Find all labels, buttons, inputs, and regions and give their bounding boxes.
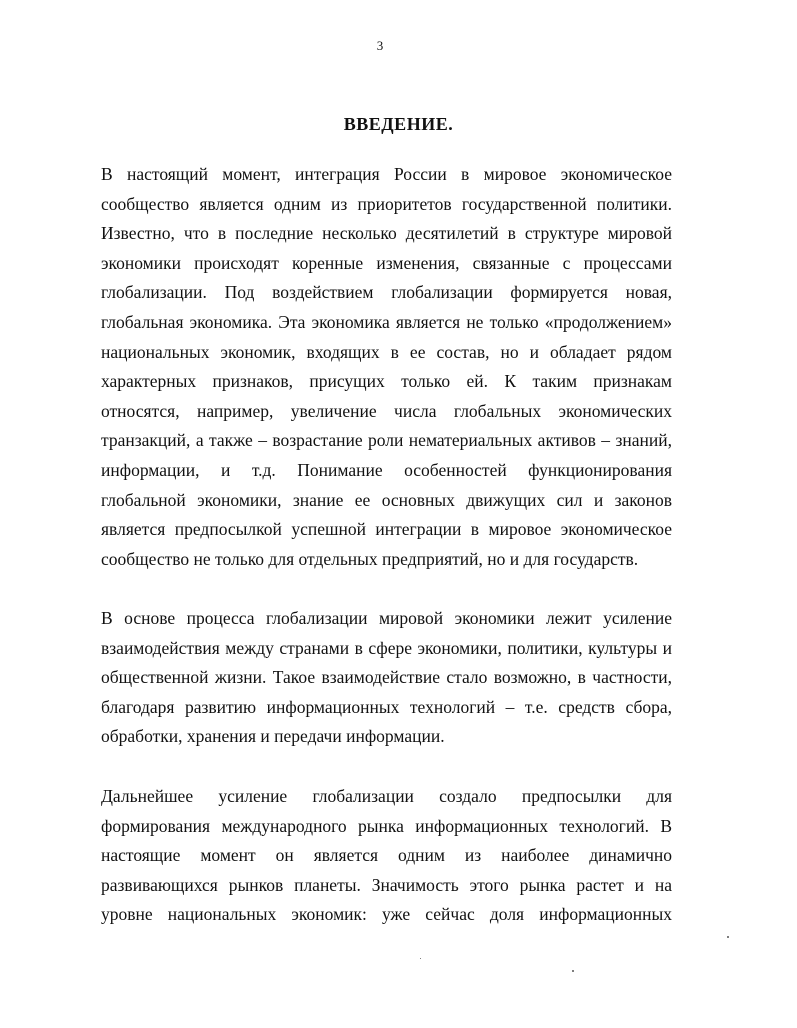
paragraph-2 [101,604,672,752]
text-line: развивающихся рынков планеты. Значимость этого рынка растет и на [101,874,672,895]
text-line: относятся, например, увеличение числа глобальных экономических [101,400,672,421]
scan-speck [420,958,421,959]
page-title: ВВЕДЕНИЕ. [343,114,454,134]
text-line: глобальная экономика. Эта экономика является не только «продолжением» [101,311,672,332]
text-line: В настоящий момент, интеграция России в мировое экономическое [101,164,672,184]
text-line: обработки, хранения и передачи информации. [101,726,445,747]
text-line: Известно, что в последние несколько десятилетий в структуре мировой [101,223,672,244]
text-line: экономики происходят коренные изменения, связанные с процессами [101,252,672,273]
text-line: Дальнейшее усиление глобализации создало предпосылки для [101,786,672,806]
text-line: глобальной экономики, знание ее основных движущих сил и законов [101,489,672,510]
paragraph-3 [101,782,672,930]
page-number: 3 [376,38,384,53]
paragraph-1 [101,160,672,574]
text-line: сообщество является одним из приоритетов государственной политики. [101,193,672,214]
text-line: характерных признаков, присущих только ей. К таким признакам [101,371,672,392]
text-line: является предпосылкой успешной интеграции в мировое экономическое [101,519,672,540]
text-line: глобализации. Под воздействием глобализации формируется новая, [101,282,672,303]
text-line: взаимодействия между странами в сфере экономики, политики, культуры и [101,637,672,658]
text-line: благодаря развитию информационных технологий – т.е. средств сбора, [101,696,672,717]
text-line: настоящие момент он является одним из наиболее динамично [101,845,672,866]
text-line: уровне национальных экономик: уже сейчас доля информационных [101,904,672,925]
text-line: национальных экономик, входящих в ее состав, но и обладает рядом [101,341,672,362]
text-line: формирования международного рынка информационных технологий. В [101,815,672,836]
scan-speck [727,936,729,938]
text-line: общественной жизни. Такое взаимодействие стало возможно, в частности, [101,667,672,688]
text-line: сообщество не только для отдельных предприятий, но и для государств. [101,548,639,569]
scan-speck [572,970,574,972]
text-line: В основе процесса глобализации мировой экономики лежит усиление [101,608,672,628]
text-line: информации, и т.д. Понимание особенностей функционирования [101,459,672,480]
text-line: транзакций, а также – возрастание роли нематериальных активов – знаний, [101,430,672,451]
